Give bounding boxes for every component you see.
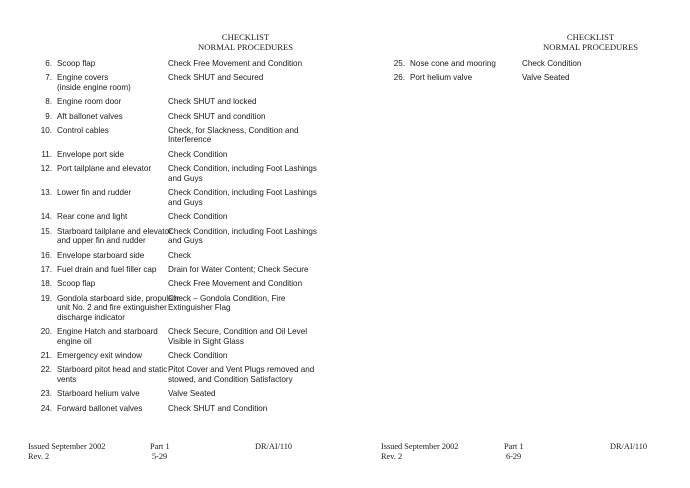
item-label: Emergency exit window xyxy=(57,350,143,360)
item-number: 20. xyxy=(40,327,52,337)
item-label: Nose cone and mooring xyxy=(410,59,496,68)
item-label: Control cables xyxy=(57,126,109,136)
item-action: Check SHUT and locked xyxy=(168,97,257,107)
item-label: Fuel drain and fuel filler cap xyxy=(57,265,157,275)
item-action: Check Condition, including Foot Lashings and Guys xyxy=(168,164,317,183)
right-page xyxy=(345,0,690,488)
checklist-row xyxy=(28,265,309,275)
checklist-row xyxy=(28,327,308,346)
item-number: 16. xyxy=(40,250,52,260)
checklist-row xyxy=(28,97,257,107)
item-number: 10. xyxy=(40,126,52,136)
footer-part: Part 1 xyxy=(504,442,524,451)
item-action: Check SHUT and condition xyxy=(168,111,266,121)
item-number: 17. xyxy=(40,265,52,275)
item-action: Check Condition xyxy=(168,350,228,360)
footer-part-block xyxy=(150,442,170,462)
footer-issued: Issued September 2002 xyxy=(28,442,106,451)
item-action: Check Free Movement and Condition xyxy=(168,59,303,68)
footer-rev: Rev. 2 xyxy=(28,452,50,461)
item-number: 9. xyxy=(45,111,52,121)
footer-doc-id: DR/AI/110 xyxy=(255,442,293,451)
checklist-row xyxy=(28,188,317,207)
item-label: Lower fin and rudder xyxy=(57,188,132,198)
item-action: Check SHUT and Condition xyxy=(168,403,268,413)
checklist-row xyxy=(28,150,228,160)
item-action: Check SHUT and Secured xyxy=(168,73,264,83)
page-header xyxy=(543,32,638,52)
footer-part: Part 1 xyxy=(150,442,170,451)
footer-doc-id: DR/AI/110 xyxy=(610,442,648,451)
item-label: Gondola starboard side, propulsor unit No. 2 and fire extinguisher discharge indicator xyxy=(57,293,180,322)
item-number: 24. xyxy=(40,403,52,413)
item-number: 6. xyxy=(45,59,52,68)
item-action: Check Condition, including Foot Lashings and Guys xyxy=(168,226,317,246)
item-label: Scoop flap xyxy=(57,59,96,68)
item-label: Envelope starboard side xyxy=(57,250,145,260)
checklist xyxy=(381,59,582,88)
page-header xyxy=(198,32,293,52)
footer-issued: Issued September 2002 xyxy=(381,442,459,451)
item-label: Envelope port side xyxy=(57,150,125,160)
item-label: Engine Hatch and starboard engine oil xyxy=(57,327,158,346)
checklist-row xyxy=(28,212,228,222)
item-action: Valve Seated xyxy=(522,73,570,83)
item-action: Drain for Water Content; Check Secure xyxy=(168,265,309,275)
item-number: 23. xyxy=(40,389,52,399)
item-action: Check Condition, including Foot Lashings and Guys xyxy=(168,188,317,207)
item-action: Check, for Slackness, Condition and Interference xyxy=(168,126,299,145)
checklist-row xyxy=(381,73,570,83)
checklist-row xyxy=(28,111,266,121)
footer-rev: Rev. 2 xyxy=(381,452,403,461)
footer-page-number: 5-29 xyxy=(152,452,168,461)
item-label: Engine covers (inside engine room) xyxy=(57,73,131,92)
item-number: 15. xyxy=(40,226,52,236)
item-action: Valve Seated xyxy=(168,389,216,399)
item-label: Aft ballonet valves xyxy=(57,111,123,121)
item-action: Check Condition xyxy=(168,212,228,222)
item-action: Check – Gondola Condition, Fire Extinguisher Flag xyxy=(168,293,286,313)
checklist-row xyxy=(28,250,191,260)
checklist-row xyxy=(28,350,228,360)
header-subtitle: NORMAL PROCEDURES xyxy=(543,42,638,52)
checklist-row xyxy=(28,226,317,246)
checklist-row xyxy=(28,389,216,399)
item-number: 13. xyxy=(40,188,52,198)
item-number: 8. xyxy=(45,97,52,107)
item-number: 7. xyxy=(45,73,52,83)
item-action: Check xyxy=(168,250,191,260)
item-label: Scoop flap xyxy=(57,279,96,289)
header-subtitle: NORMAL PROCEDURES xyxy=(198,42,293,52)
header-title: CHECKLIST xyxy=(566,32,615,42)
item-action: Check Secure, Condition and Oil Level Visible in Sight Glass xyxy=(168,327,308,346)
checklist-row xyxy=(28,126,299,145)
item-label: Rear cone and light xyxy=(57,212,128,222)
checklist-row xyxy=(28,73,264,92)
item-number: 18. xyxy=(40,279,52,289)
item-label: Engine room door xyxy=(57,97,122,107)
item-label: Starboard helium valve xyxy=(57,389,140,399)
checklist xyxy=(28,59,317,418)
item-number: 19. xyxy=(40,293,52,303)
item-label: Starboard tailplane and elevator and upper fin and rudder xyxy=(57,226,172,246)
checklist-row xyxy=(381,59,582,68)
checklist-row xyxy=(28,293,286,322)
item-action: Check Free Movement and Condition xyxy=(168,279,303,289)
checklist-row xyxy=(28,279,303,289)
item-number: 21. xyxy=(40,350,52,360)
item-label: Port helium valve xyxy=(410,73,473,83)
item-number: 12. xyxy=(40,164,52,174)
checklist-row xyxy=(28,59,303,68)
item-number: 22. xyxy=(40,365,52,375)
checklist-row xyxy=(28,164,317,183)
item-number: 26. xyxy=(393,73,405,83)
item-number: 14. xyxy=(40,212,52,222)
footer-issue xyxy=(28,442,105,462)
item-action: Pitot Cover and Vent Plugs removed and stowed, and Condition Satisfactory xyxy=(168,365,315,384)
checklist-row xyxy=(28,403,268,413)
header-title: CHECKLIST xyxy=(221,32,270,42)
item-action: Check Condition xyxy=(168,150,228,160)
footer-issue xyxy=(381,442,458,462)
footer-page-number: 6-29 xyxy=(506,452,522,461)
item-label: Forward ballonet valves xyxy=(57,403,143,413)
checklist-row xyxy=(28,365,315,384)
footer-part-block xyxy=(504,442,524,462)
item-number: 25. xyxy=(393,59,405,68)
item-label: Port tailplane and elevator xyxy=(57,164,152,174)
item-number: 11. xyxy=(41,150,52,160)
item-action: Check Condition xyxy=(522,59,582,68)
item-label: Starboard pitot head and static vents xyxy=(57,365,168,384)
